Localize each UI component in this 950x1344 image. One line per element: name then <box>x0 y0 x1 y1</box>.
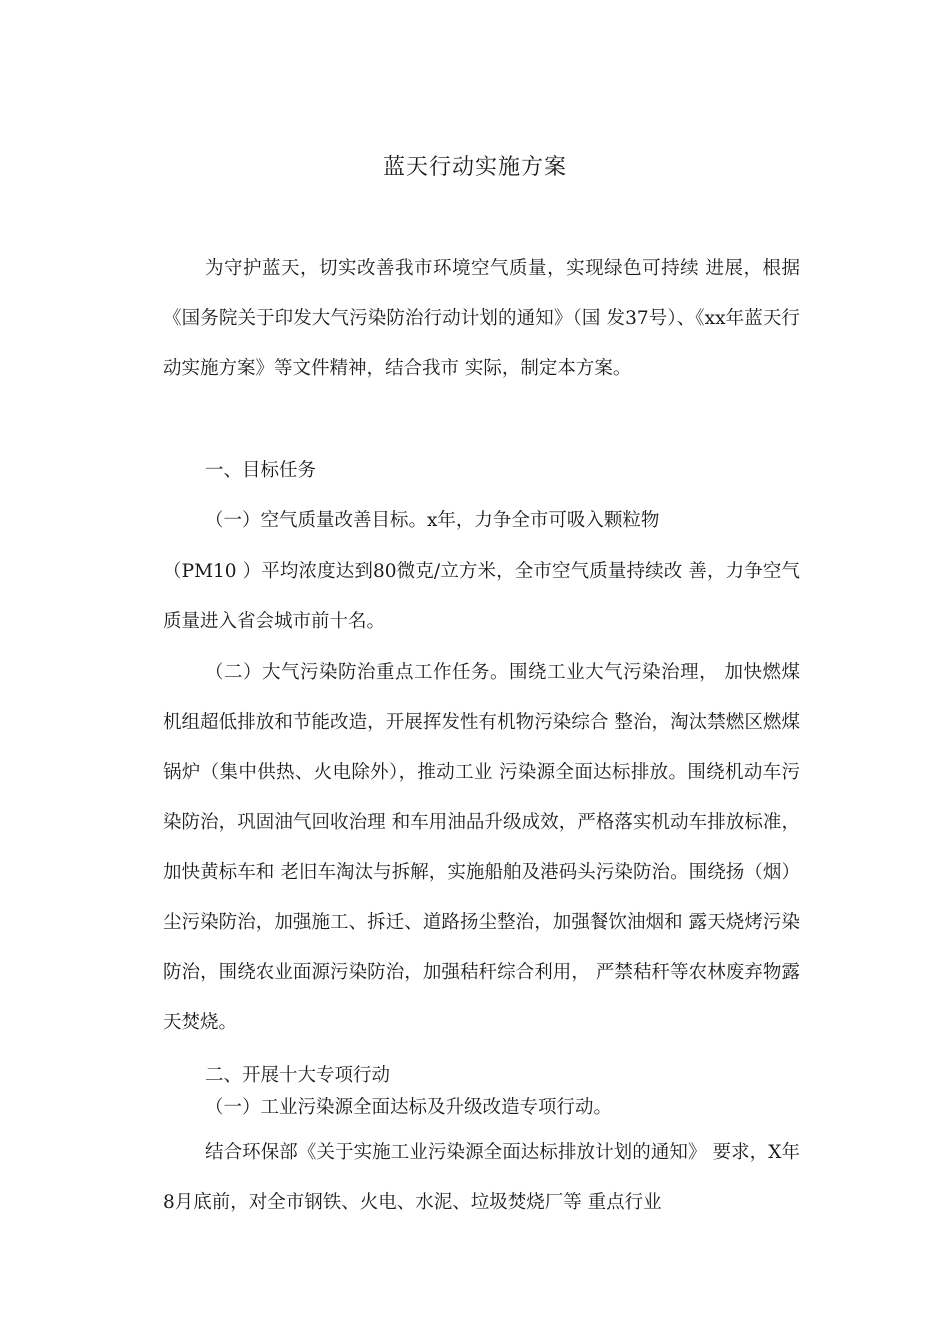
section-2-heading: 二、开展十大专项行动 <box>205 1065 391 1086</box>
document-title: 蓝天行动实施方案 <box>382 155 567 180</box>
section-2-sub-1: （一）工业污染源全面达标及升级改造专项行动。 <box>205 1097 613 1118</box>
item-2-paragraph: （二）大气污染防治重点工作任务。围绕工业大气污染治理， 加快燃煤机组超低排放和节能改造，开展挥发性有机物污染综合 整治，淘汰禁燃区燃煤锅炉（集中供热、火电除外），推动工业 污染源全面达标排放。围绕机动车污染防治，巩固油气回收治理 和车用油品升级成效，严格落实机动车排放标准，加快黄标车和 老旧车淘汰与拆解，实施船舶及港码头污染防治。围绕扬（烟） 尘污染防治，加强施工、拆迁、道路扬尘整治，加强餐饮油烟和 露天烧烤污染防治，围绕农业面源污染防治，加强秸秆综合利用， 严禁秸秆等农林废弃物露天焚烧。 <box>163 662 800 1033</box>
intro-paragraph: 为守护蓝天，切实改善我市环境空气质量，实现绿色可持续 进展，根据《国务院关于印发大气污染防治行动计划的通知》（国 发37号）、《xx年蓝天行动实施方案》等文件精神，结合我市 实际，制定本方案。 <box>163 258 800 379</box>
item-1-first-line: （一）空气质量改善目标。x年，力争全市可吸入颗粒物 <box>205 510 660 531</box>
section-1-heading: 一、目标任务 <box>205 460 317 481</box>
item-1-paragraph: （PM10 ）平均浓度达到80微克/立方米，全市空气质量持续改 善，力争空气质量进入省会城市前十名。 <box>163 561 800 632</box>
final-paragraph: 结合环保部《关于实施工业污染源全面达标排放计划的通知》 要求，X年8月底前，对全市钢铁、火电、水泥、垃圾焚烧厂等 重点行业 <box>163 1142 800 1213</box>
